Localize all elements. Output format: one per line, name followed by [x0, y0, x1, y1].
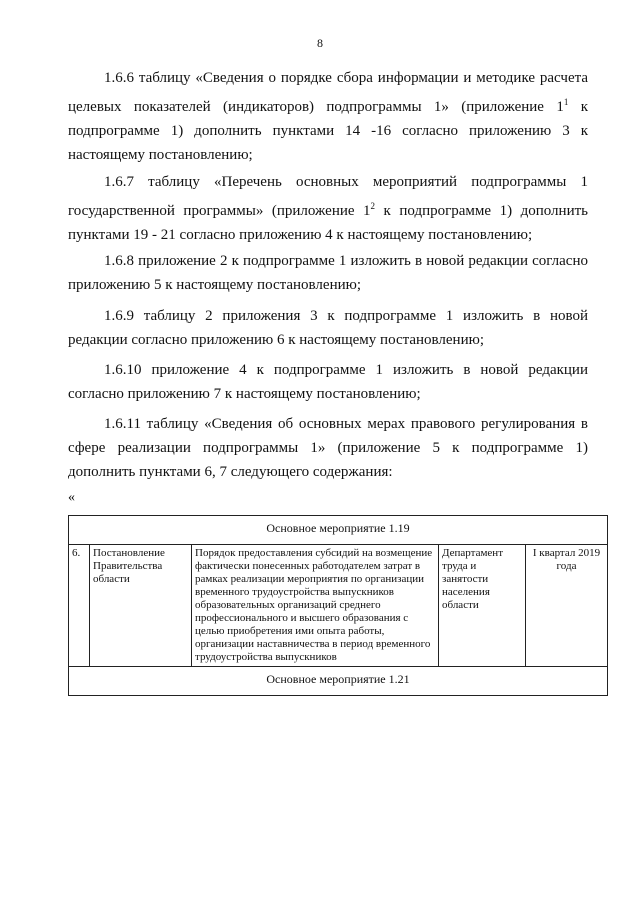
- paragraph-1-6-11: [68, 412, 588, 484]
- paragraph-1-6-7: [68, 170, 588, 247]
- paragraph-text-b: к подпрограмме 1) дополнить пунктами 19 - 21 согласно приложению 4 к настоящему постановлению;: [68, 203, 588, 243]
- section-row: [69, 516, 608, 545]
- section-title-1-21: Основное мероприятие 1.21: [69, 667, 608, 696]
- open-quote: «: [68, 490, 75, 505]
- paragraph-1-6-10: [68, 358, 588, 406]
- act-type: Постановление Правительства области: [90, 545, 192, 667]
- section-row: [69, 667, 608, 696]
- page-number: 8: [317, 36, 323, 50]
- regulation-table: [68, 515, 608, 696]
- paragraph-text: 1.6.11 таблицу «Сведения об основных мерах правового регулирования в сфере реализации подпрограммы 1» (приложение 5 к подпрограмме 1) дополнить пунктами 6, 7 следующего содержания:: [68, 416, 588, 480]
- paragraph-text-b: к подпрограмме 1) дополнить пунктами 14 -16 согласно приложению 3 к настоящему постановлению;: [68, 99, 588, 163]
- act-description: Порядок предоставления субсидий на возмещение фактически понесенных работодателем затрат в рамках реализации мероприятия по организации временного трудоустройства выпускников образовательных организаций среднего профессионального и высшего образования с целью приобретения ими опыта работы, организации наставничества в период временного трудоустройства выпускников: [192, 545, 439, 667]
- section-title-1-19: Основное мероприятие 1.19: [69, 516, 608, 545]
- paragraph-1-6-8: [68, 249, 588, 297]
- paragraph-1-6-9: [68, 304, 588, 352]
- superscript: 2: [370, 201, 376, 211]
- paragraph-1-6-6: [68, 66, 588, 167]
- paragraph-text: 1.6.9 таблицу 2 приложения 3 к подпрограмме 1 изложить в новой редакции согласно приложению 6 к настоящему постановлению;: [68, 308, 588, 348]
- row-number: 6.: [69, 545, 90, 667]
- superscript: 1: [563, 97, 569, 107]
- adoption-term: I квартал 2019 года: [526, 545, 608, 667]
- responsible-department: Департамент труда и занятости населения области: [439, 545, 526, 667]
- paragraph-text-a: 1.6.7 таблицу «Перечень основных мероприятий подпрограммы 1 государственной программы» (приложение 1: [68, 174, 588, 219]
- paragraph-text: 1.6.8 приложение 2 к подпрограмме 1 изложить в новой редакции согласно приложению 5 к настоящему постановлению;: [68, 253, 588, 293]
- table-row: [69, 545, 608, 667]
- paragraph-text: 1.6.10 приложение 4 к подпрограмме 1 изложить в новой редакции согласно приложению 7 к настоящему постановлению;: [68, 362, 588, 402]
- paragraph-text-a: 1.6.6 таблицу «Сведения о порядке сбора информации и методике расчета целевых показателей (индикаторов) подпрограммы 1» (приложение 1: [68, 70, 588, 115]
